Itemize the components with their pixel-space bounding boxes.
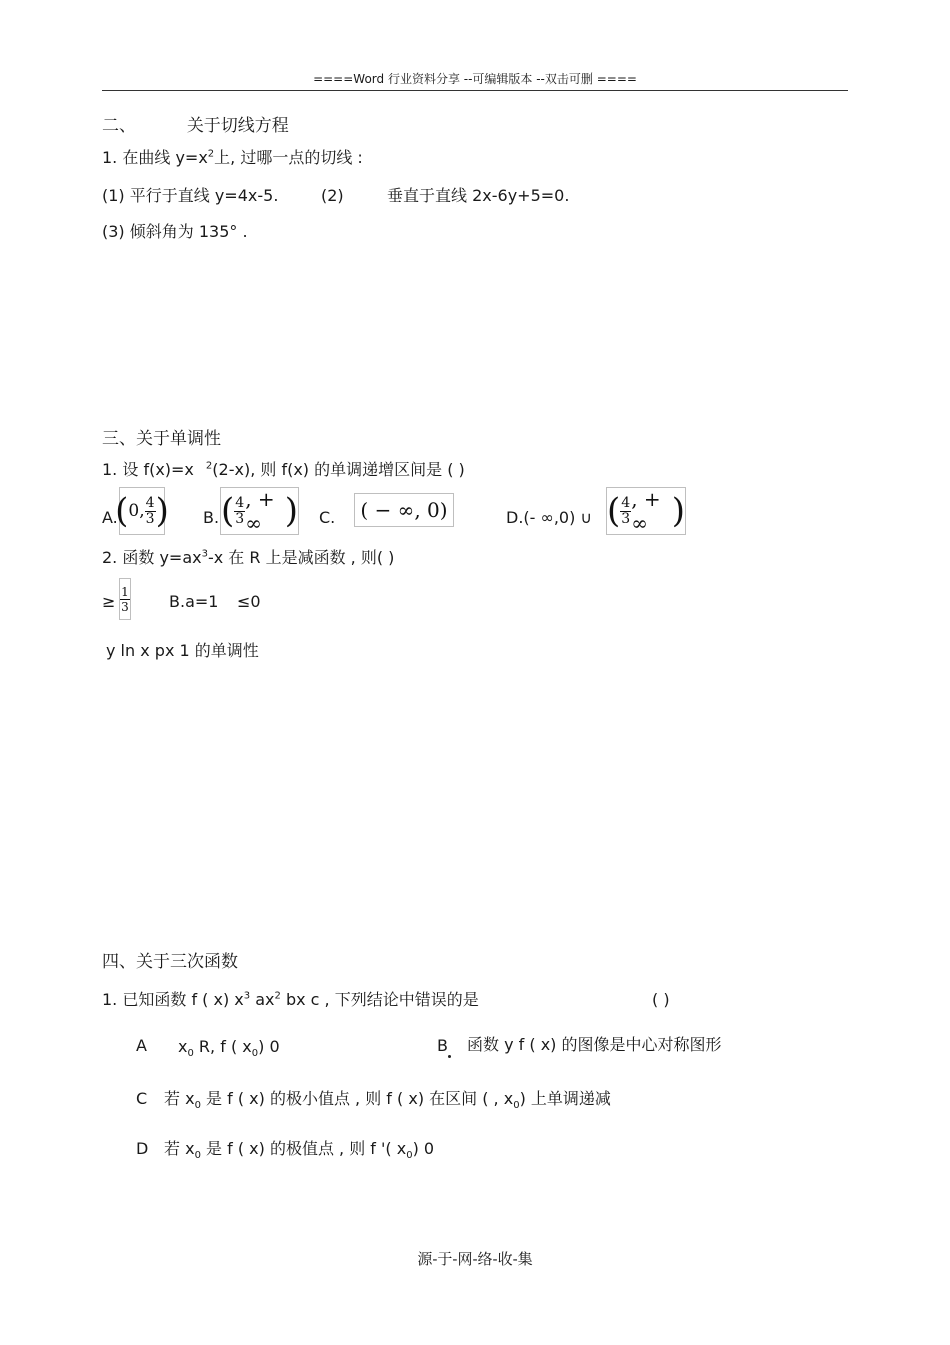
s4-option-b-text: 函数 y f ( x) 的图像是中心对称图形 (467, 1035, 722, 1054)
q1-exponent: 2 (207, 148, 215, 160)
s4q1-answer-paren: ( ) (652, 990, 670, 1009)
s3q2-text-a: 2. 函数 y=ax (102, 548, 202, 567)
a-sub2: 0 (251, 1048, 259, 1060)
q2-option-c: ≤0 (237, 592, 261, 611)
section-4-heading: 四、关于三次函数 (102, 952, 238, 972)
option-b-dot (448, 1055, 451, 1058)
denominator: 3 (121, 599, 129, 614)
option-c-label: C. (319, 508, 336, 527)
c-sub2: 0 (513, 1100, 520, 1112)
paren-left: ( (221, 491, 235, 531)
c-text3: ) 上单调递减 (519, 1089, 611, 1108)
s3q2-exponent: 3 (201, 548, 208, 560)
s3q1-exponent: 2 (205, 460, 213, 472)
s4q1-text-c: bx c , 下列结论中错误的是 (280, 990, 479, 1009)
s4q1-exp3: 3 (243, 990, 251, 1002)
s4-option-b-label: B (437, 1036, 448, 1055)
s4-option-c-label: C (136, 1089, 148, 1108)
paren-right: ) (671, 491, 685, 531)
header-rule (102, 90, 848, 91)
option-b-formula (220, 487, 299, 535)
section-2-line-1-num2: (2) (321, 186, 344, 205)
section-3-q1 (102, 460, 465, 480)
denominator: 3 (621, 510, 631, 527)
paren-left: ( (115, 491, 129, 531)
q2-ge-symbol: ≥ (102, 592, 116, 611)
section-2-q1 (102, 148, 363, 168)
fraction (145, 496, 156, 527)
c-text2: 是 f ( x) 的极小值点 , 则 f ( x) 在区间 ( , x (200, 1089, 514, 1108)
section-2-heading (102, 115, 289, 137)
s4-option-a-label: A (136, 1036, 147, 1055)
s4q1-text-a: 1. 已知函数 f ( x) x (102, 990, 244, 1009)
q2-fraction-box (119, 578, 131, 620)
a-text2: R, f ( x (193, 1037, 252, 1056)
section-4-q1 (102, 990, 479, 1010)
section-3-q2 (102, 548, 394, 568)
d-text2: 是 f ( x) 的极值点 , 则 f '( x (200, 1139, 407, 1158)
option-d-formula (606, 487, 686, 535)
section-2-line-1-perp: 垂直于直线 2x-6y+5=0. (387, 186, 570, 205)
c-sub: 0 (194, 1100, 201, 1112)
a-x: x (178, 1037, 188, 1056)
fraction (620, 496, 631, 527)
section-3-q3: y ln x px 1 的单调性 (106, 641, 259, 660)
numerator: 4 (621, 494, 631, 511)
s4q1-text-b: ax (250, 990, 275, 1009)
d-text3: ) 0 (412, 1139, 435, 1158)
s3q1-text-b: (2-x), 则 f(x) 的单调递增区间是 ( ) (212, 460, 465, 479)
denominator: 3 (145, 510, 155, 527)
s3q1-text-a: 1. 设 f(x)=x (102, 460, 194, 479)
s4q1-exp2: 2 (274, 990, 281, 1002)
section-2-number: 二、 (102, 116, 136, 136)
s4-option-d-label: D (136, 1139, 149, 1158)
q2-option-b: B.a=1 (169, 592, 219, 611)
numerator: 1 (121, 584, 129, 599)
numerator: 4 (145, 494, 155, 511)
page-footer: 源-于-网-络-收-集 (417, 1250, 533, 1268)
page-header-banner: ====Word 行业资料分享 --可编辑版本 --双击可删 ==== (313, 72, 637, 86)
fraction (120, 585, 130, 614)
section-3-heading: 三、关于单调性 (102, 429, 221, 449)
option-d-label: D.(- ∞,0) ∪ (506, 508, 593, 527)
d-text1: 若 x (164, 1139, 195, 1158)
paren-right: ) (284, 491, 298, 531)
fraction (234, 496, 245, 527)
denominator: 3 (235, 510, 245, 527)
infinity-text: , + ∞ (245, 487, 275, 535)
infinity-text: , + ∞ (631, 487, 661, 535)
s4-option-c-text (164, 1089, 611, 1112)
paren-right: ) (155, 491, 169, 531)
q1-text-b: 上, 过哪一点的切线 : (214, 148, 363, 167)
option-b-label: B. (203, 508, 220, 527)
d-sub: 0 (194, 1150, 201, 1162)
q1-text-a: 1. 在曲线 y=x (102, 148, 208, 167)
section-2-title: 关于切线方程 (186, 116, 289, 136)
s4-option-d-text (164, 1139, 435, 1162)
c-text1: 若 x (164, 1089, 195, 1108)
s4-option-a-text (178, 1037, 280, 1060)
zero-text: 0, (128, 501, 145, 521)
numerator: 4 (235, 494, 245, 511)
option-c-formula: ( − ∞, 0) (354, 493, 454, 527)
paren-left: ( (607, 491, 621, 531)
option-a-label: A. (102, 508, 118, 527)
a-sub: 0 (187, 1048, 194, 1060)
d-sub2: 0 (406, 1150, 413, 1162)
option-a-formula (115, 487, 169, 535)
a-text3: ) 0 (258, 1037, 280, 1056)
section-2-line-1: (1) 平行于直线 y=4x-5. (102, 186, 279, 205)
section-2-line-2: (3) 倾斜角为 135° . (102, 222, 248, 241)
s3q2-text-b: -x 在 R 上是减函数 , 则( ) (207, 548, 395, 567)
